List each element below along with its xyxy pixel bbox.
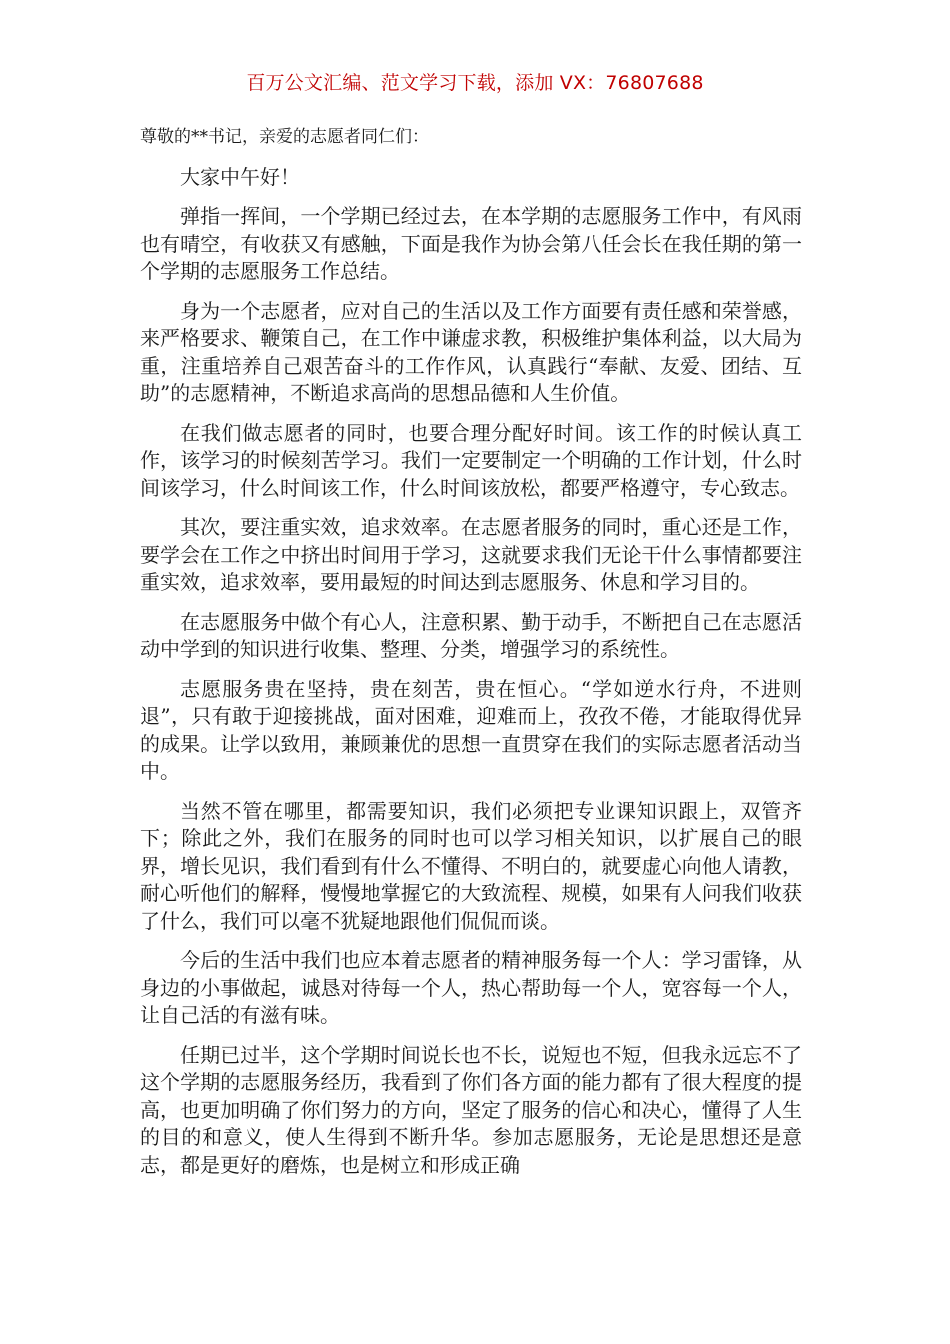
body-paragraph: 其次，要注重实效，追求效率。在志愿者服务的同时，重心还是工作，要学会在工作之中挤出时间用于学习，这就要求我们无论干什么事情都要注重实效，追求效率，要用最短的时间达到志愿服务、休息和学习目的。 <box>140 515 802 594</box>
greeting-paragraph: 大家中午好！ <box>180 164 300 189</box>
watermark-banner: 百万公文汇编、范文学习下载，添加 VX：76807688 <box>246 72 704 94</box>
document-body <box>140 124 802 1191</box>
body-paragraph: 志愿服务贵在坚持，贵在刻苦，贵在恒心。“学如逆水行舟，不进则退”，只有敢于迎接挑战，面对困难，迎难而上，孜孜不倦，才能取得优异的成果。让学以致用，兼顾兼优的思想一直贯穿在我们的实际志愿者活动当中。 <box>140 676 802 783</box>
body-paragraph: 在我们做志愿者的同时，也要合理分配好时间。该工作的时候认真工作，该学习的时候刻苦学习。我们一定要制定一个明确的工作计划，什么时间该学习，什么时间该工作，什么时间该放松，都要严格遵守，专心致志。 <box>140 420 802 500</box>
body-paragraph: 弹指一挥间，一个学期已经过去，在本学期的志愿服务工作中，有风雨也有晴空，有收获又有感触，下面是我作为协会第八任会长在我任期的第一个学期的志愿服务工作总结。 <box>140 204 802 283</box>
body-paragraph: 身为一个志愿者，应对自己的生活以及工作方面要有责任感和荣誉感，来严格要求、鞭策自己，在工作中谦虚求教，积极维护集体利益，以大局为重，注重培养自己艰苦奋斗的工作作风，认真践行“奉献、友爱、团结、互助”的志愿精神，不断追求高尚的思想品德和人生价值。 <box>140 298 802 405</box>
body-paragraph: 任期已过半，这个学期时间说长也不长，说短也不短，但我永远忘不了这个学期的志愿服务经历，我看到了你们各方面的能力都有了很大程度的提高，也更加明确了你们努力的方向，坚定了服务的信心和决心，懂得了人生的目的和意义，使人生得到不断升华。参加志愿服务，无论是思想还是意志，都是更好的磨炼，也是树立和形成正确 <box>140 1042 802 1177</box>
body-paragraph: 今后的生活中我们也应本着志愿者的精神服务每一个人：学习雷锋，从身边的小事做起，诚恳对待每一个人，热心帮助每一个人，宽容每一个人，让自己活的有滋有味。 <box>140 948 802 1027</box>
salutation: 尊敬的**书记，亲爱的志愿者同仁们： <box>140 127 429 147</box>
body-paragraph: 在志愿服务中做个有心人，注意积累、勤于动手，不断把自己在志愿活动中学到的知识进行收集、整理、分类，增强学习的系统性。 <box>140 609 802 661</box>
body-paragraph: 当然不管在哪里，都需要知识，我们必须把专业课知识跟上，双管齐下；除此之外，我们在服务的同时也可以学习相关知识，以扩展自己的眼界，增长见识，我们看到有什么不懂得、不明白的，就要虚心向他人请教，耐心听他们的解释，慢慢地掌握它的大致流程、规模，如果有人问我们收获了什么，我们可以毫不犹疑地跟他们侃侃而谈。 <box>140 798 802 933</box>
